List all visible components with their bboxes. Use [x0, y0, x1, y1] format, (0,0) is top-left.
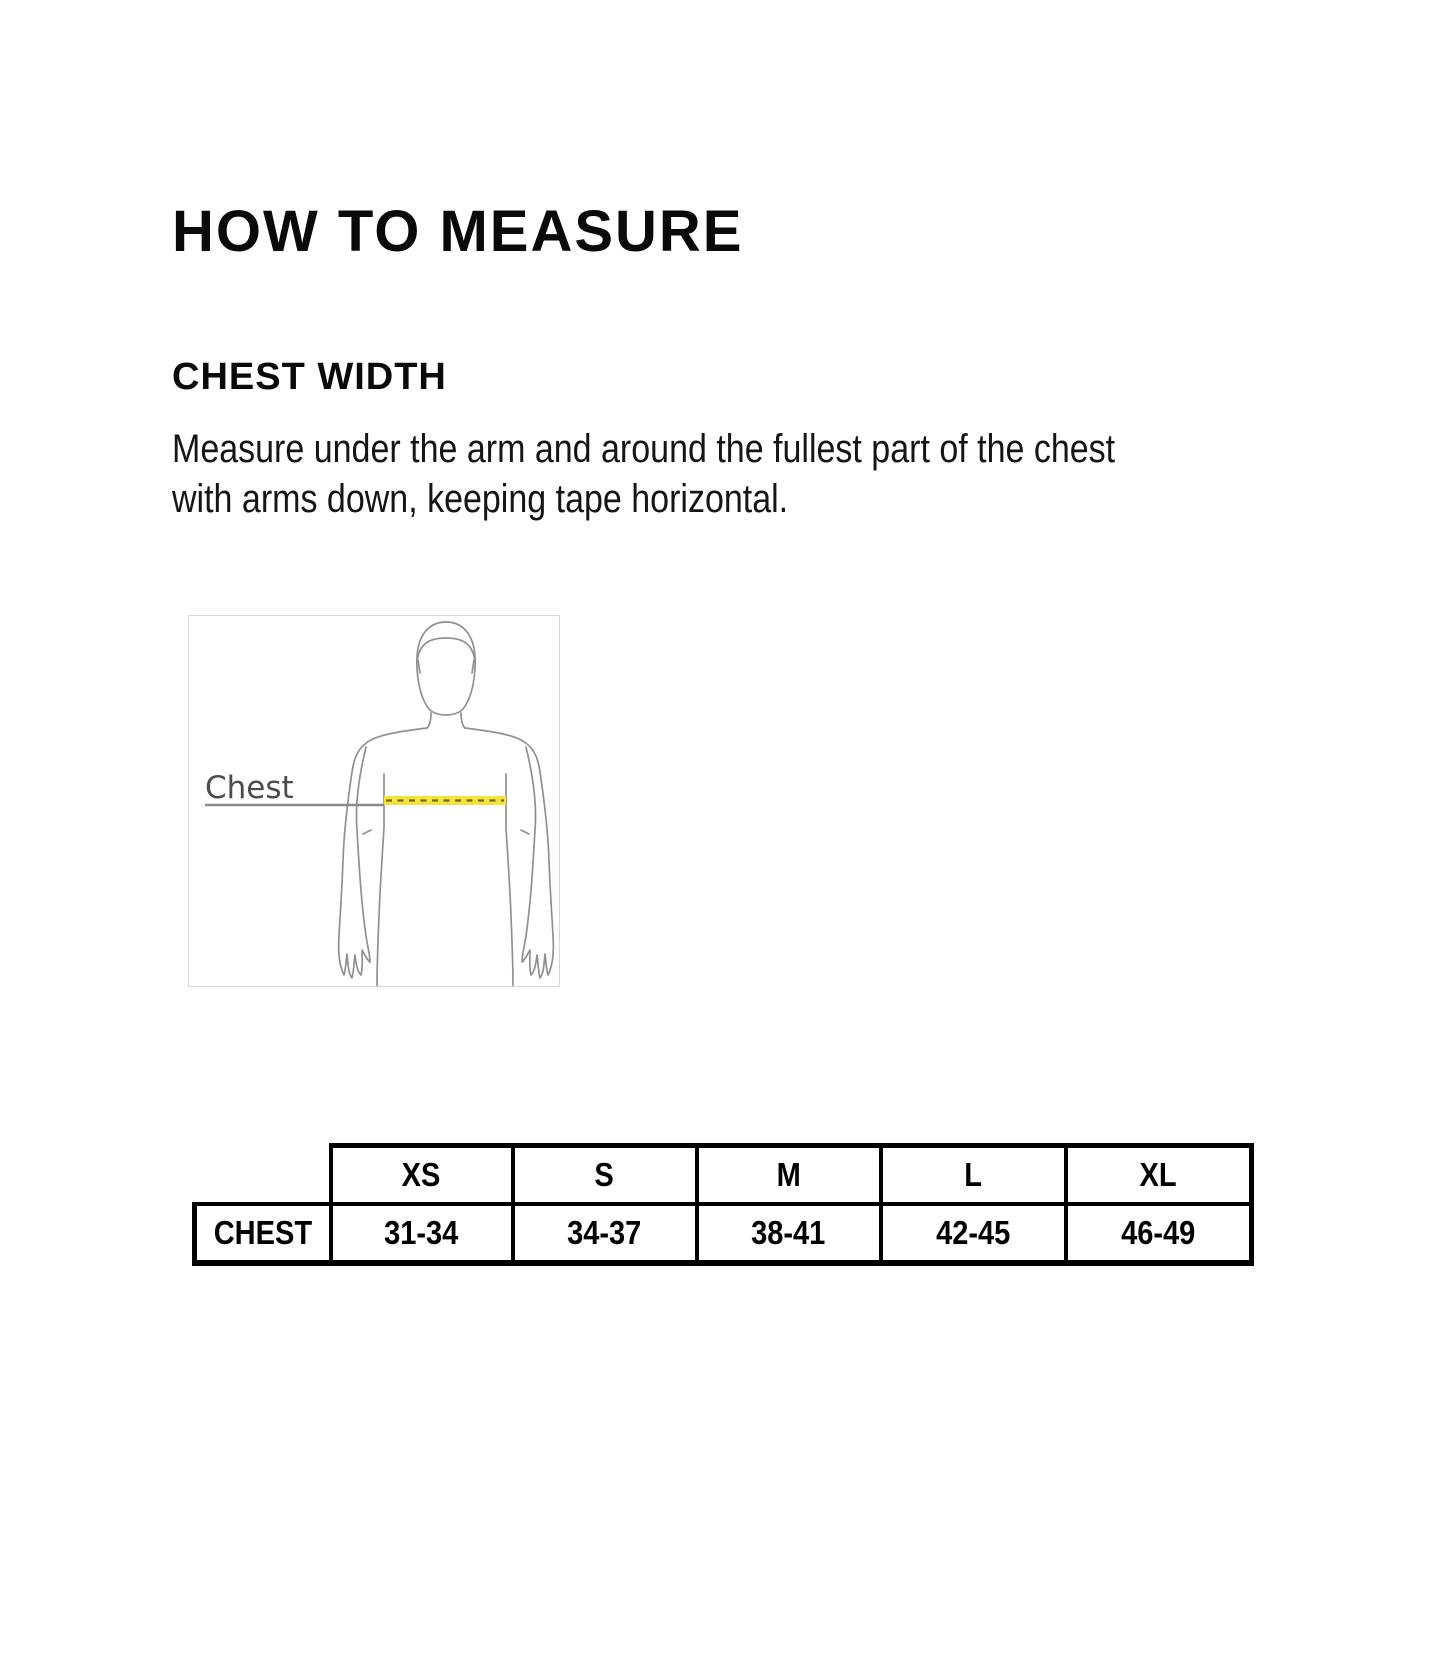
instruction-line: Measure under the arm and around the fullest part of the chest — [172, 427, 1116, 471]
chest-value-xl: 46-49 — [1066, 1204, 1252, 1263]
instruction-line: with arms down, keeping tape horizontal. — [172, 477, 789, 521]
torso-illustration — [189, 616, 559, 986]
chest-value-m: 38-41 — [697, 1204, 881, 1263]
page-title: HOW TO MEASURE — [172, 198, 744, 264]
size-col-header-xs: XS — [331, 1146, 513, 1205]
measurement-figure — [188, 615, 560, 987]
size-col-header-s: S — [513, 1146, 697, 1205]
chest-label: Chest — [205, 770, 294, 806]
chest-tape — [384, 796, 506, 805]
size-col-header-m: M — [697, 1146, 881, 1205]
size-col-header-l: L — [881, 1146, 1066, 1205]
size-table-header-row — [195, 1146, 1252, 1205]
section-heading: CHEST WIDTH — [172, 355, 447, 398]
size-table — [192, 1143, 1254, 1266]
measure-instructions — [172, 424, 1115, 524]
chest-value-l: 42-45 — [881, 1204, 1066, 1263]
chest-value-s: 34-37 — [513, 1204, 697, 1263]
chest-value-xs: 31-34 — [331, 1204, 513, 1263]
size-table-corner-cell — [195, 1146, 331, 1205]
chest-measurements-row — [195, 1204, 1252, 1263]
size-col-header-xl: XL — [1066, 1146, 1252, 1205]
row-label-chest: CHEST — [195, 1204, 331, 1263]
